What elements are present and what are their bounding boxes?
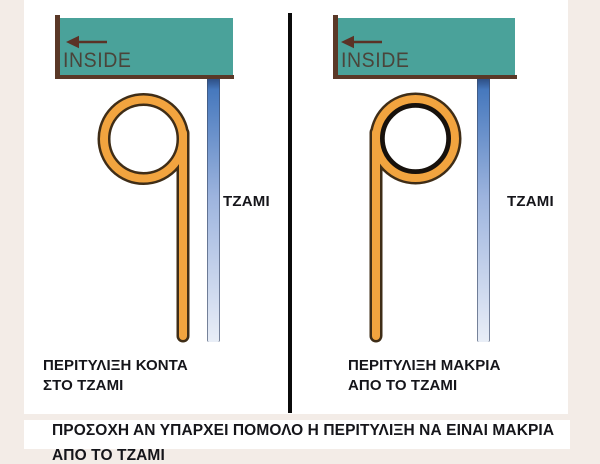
frame-bottom-edge [55,75,234,79]
frame-left-edge [55,15,60,79]
warning-line-1: ΠΡΟΣΟΧΗ ΑΝ ΥΠΑΡΧΕΙ ΠΟΜΟΛΟ Η ΠΕΡΙΤΥΛΙΞΗ ΝΑ ΕΙΝΑΙ ΜΑΚΡΙΑ [52,422,555,439]
warning-line-2: ΑΠΟ ΤΟ ΤΖΑΜΙ [52,446,165,464]
glass-label: ΤΖΑΜΙ [223,193,270,210]
glass-pane [477,79,490,342]
caption-line-1: ΠΕΡΙΤΥΛΙΞΗ ΚΟΝΤΑ [43,357,188,374]
frame-left-edge [333,15,338,79]
frame-bottom-edge [333,75,517,79]
inside-label: INSIDE [63,49,132,72]
glass-label: ΤΖΑΜΙ [507,193,554,210]
glass-pane [207,79,220,342]
inside-label: INSIDE [341,49,410,72]
caption-line-2: ΣΤΟ ΤΖΑΜΙ [43,376,124,394]
warning-text [52,419,554,464]
panel-caption [43,356,188,395]
caption-line-1: ΠΕΡΙΤΥΛΙΞΗ ΜΑΚΡΙΑ [348,357,501,374]
panel-caption [348,356,501,395]
panel-divider-line [288,13,292,413]
caption-line-2: ΑΠΟ ΤΟ ΤΖΑΜΙ [348,376,458,394]
